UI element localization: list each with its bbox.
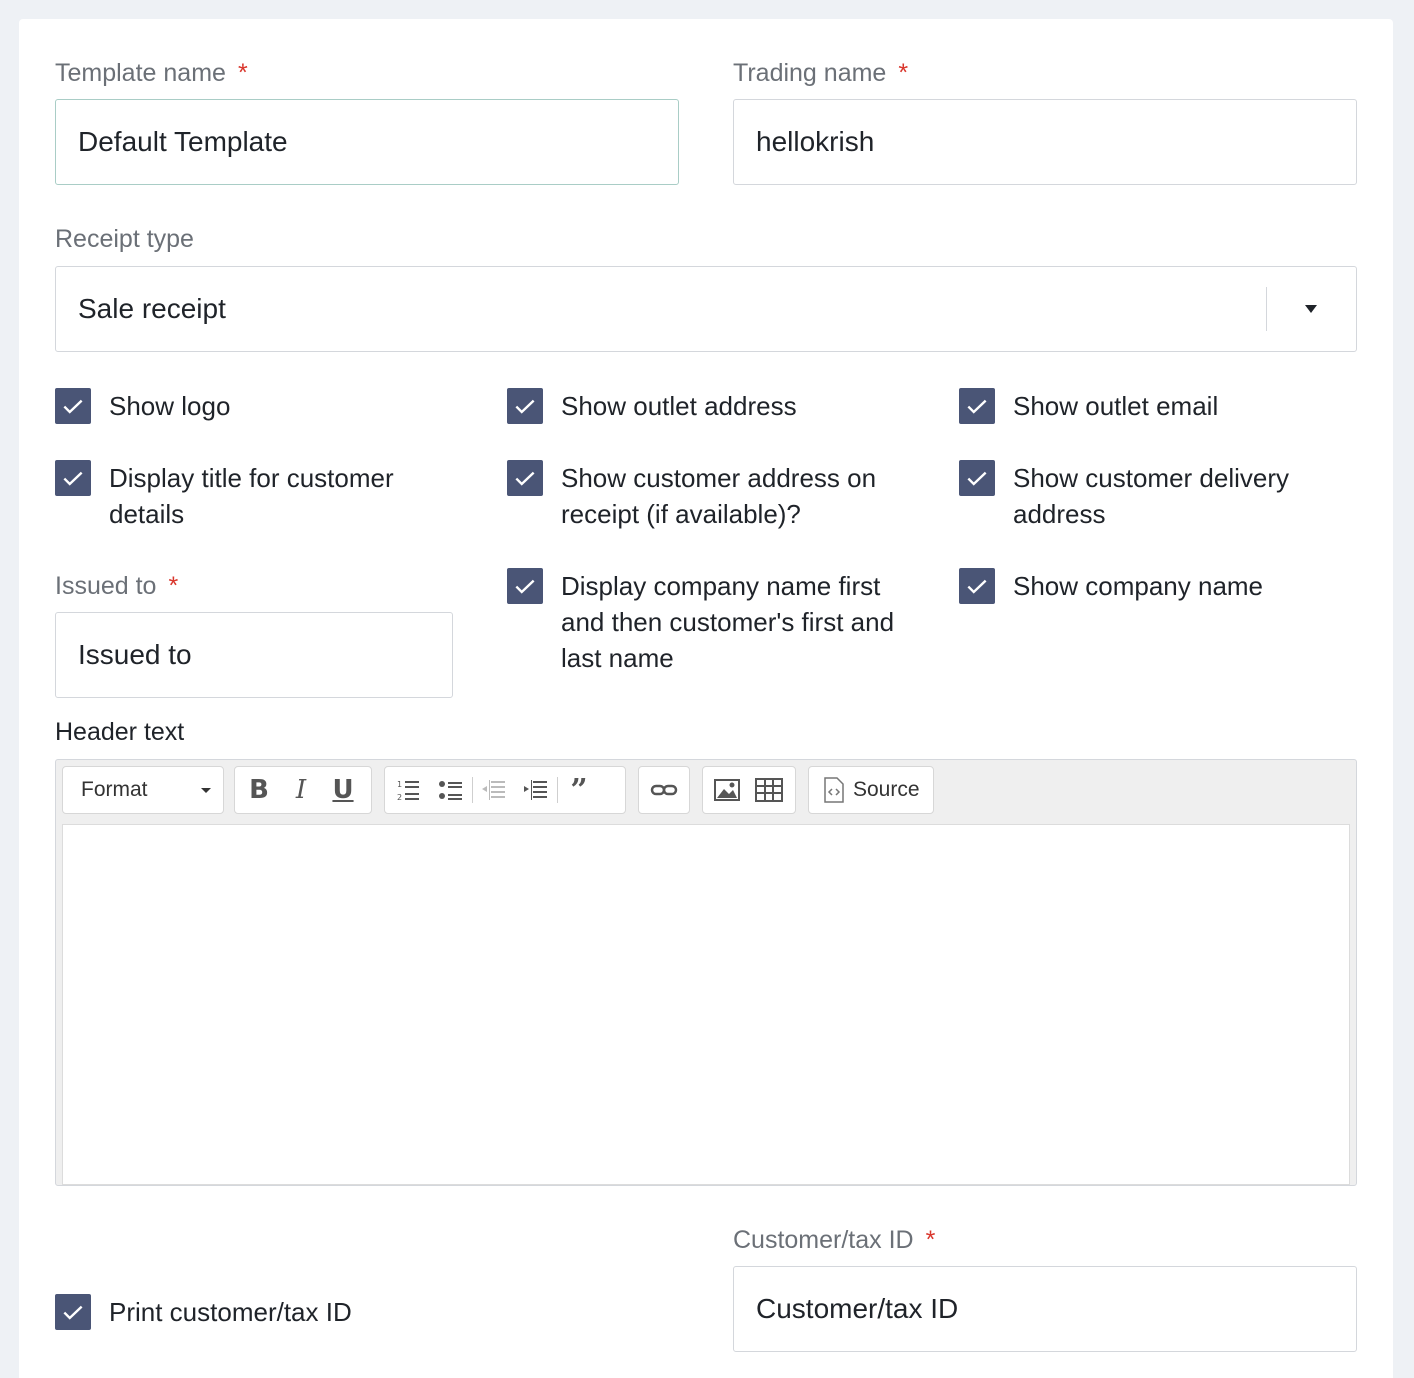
trading-name-input[interactable] xyxy=(733,99,1357,185)
issued-to-placeholder: Issued to xyxy=(78,639,192,670)
template-name-label: Template name * xyxy=(55,59,248,87)
receipt-type-label: Receipt type xyxy=(55,225,194,253)
paragraph-group xyxy=(384,766,626,814)
required-marker: * xyxy=(898,59,909,87)
checkbox-label: Show logo xyxy=(109,391,231,421)
italic-icon[interactable]: I xyxy=(295,775,307,805)
checkbox-show-logo[interactable] xyxy=(55,388,435,424)
checkbox-show-outlet-address[interactable] xyxy=(507,388,897,424)
bulleted-list-icon[interactable] xyxy=(430,767,472,813)
customer-tax-id-input[interactable] xyxy=(733,1266,1357,1352)
required-marker: * xyxy=(925,1226,936,1254)
link-group xyxy=(638,766,690,814)
source-button[interactable] xyxy=(808,766,934,814)
insert-group xyxy=(702,766,796,814)
checkbox-show-customer-address[interactable] xyxy=(507,460,907,532)
header-text-editor xyxy=(55,759,1357,1186)
select-divider xyxy=(1266,287,1267,331)
required-marker: * xyxy=(237,59,248,87)
trading-name-label: Trading name * xyxy=(733,59,909,87)
form-card xyxy=(19,19,1393,1378)
checkbox-show-company-name[interactable] xyxy=(959,568,1359,604)
outdent-icon[interactable] xyxy=(473,767,515,813)
format-label: Format xyxy=(81,778,148,801)
checkbox-checked-icon[interactable] xyxy=(55,388,91,424)
checkbox-label: Show customer address on receipt (if available)? xyxy=(561,463,877,529)
trading-name-value: hellokrish xyxy=(756,126,875,157)
checkbox-checked-icon[interactable] xyxy=(55,1294,91,1330)
checkbox-checked-icon[interactable] xyxy=(959,388,995,424)
receipt-type-dropdown-toggle[interactable] xyxy=(1266,267,1356,351)
checkbox-label: Display title for customer details xyxy=(109,463,394,529)
blockquote-icon[interactable]: ” xyxy=(570,772,588,808)
checkbox-label: Display company name first and then customer's first and last name xyxy=(561,571,895,673)
checkbox-checked-icon[interactable] xyxy=(507,460,543,496)
chevron-down-icon xyxy=(1305,305,1317,313)
header-text-editing-area[interactable] xyxy=(62,824,1350,1185)
checkbox-label: Show customer delivery address xyxy=(1013,463,1289,529)
customer-tax-id-label: Customer/tax ID * xyxy=(733,1226,936,1254)
source-label: Source xyxy=(853,778,920,801)
svg-text:2: 2 xyxy=(397,793,403,802)
checkbox-label: Show outlet email xyxy=(1013,391,1219,421)
text-style-group xyxy=(234,766,372,814)
issued-to-input[interactable] xyxy=(55,612,453,698)
checkbox-checked-icon[interactable] xyxy=(507,388,543,424)
customer-tax-id-placeholder: Customer/tax ID xyxy=(756,1293,959,1324)
underline-icon[interactable]: U xyxy=(332,775,354,805)
svg-text:1: 1 xyxy=(397,780,403,789)
bold-icon[interactable]: B xyxy=(249,775,269,805)
checkbox-display-title-customer-details[interactable] xyxy=(55,460,435,532)
checkbox-label: Show outlet address xyxy=(561,391,797,421)
checkbox-checked-icon[interactable] xyxy=(959,460,995,496)
checkbox-checked-icon[interactable] xyxy=(507,568,543,604)
numbered-list-icon[interactable] xyxy=(388,767,430,813)
checkbox-label: Show company name xyxy=(1013,571,1264,601)
receipt-type-value: Sale receipt xyxy=(78,293,226,324)
required-marker: * xyxy=(168,572,179,600)
checkbox-show-outlet-email[interactable] xyxy=(959,388,1349,424)
checkbox-checked-icon[interactable] xyxy=(55,460,91,496)
checkbox-show-customer-delivery-address[interactable] xyxy=(959,460,1359,532)
indent-icon[interactable] xyxy=(515,767,557,813)
checkbox-company-name-first[interactable] xyxy=(507,568,907,676)
template-name-value: Default Template xyxy=(78,126,288,157)
image-icon[interactable] xyxy=(706,767,748,813)
checkbox-print-customer-tax-id[interactable] xyxy=(55,1294,555,1330)
table-icon[interactable] xyxy=(748,767,790,813)
chevron-down-icon xyxy=(201,788,211,793)
link-icon[interactable] xyxy=(643,767,685,813)
template-name-input[interactable] xyxy=(55,99,679,185)
header-text-label: Header text xyxy=(55,718,185,746)
source-document-icon xyxy=(823,777,845,803)
issued-to-label: Issued to * xyxy=(55,572,179,600)
format-dropdown[interactable] xyxy=(62,766,224,814)
checkbox-label: Print customer/tax ID xyxy=(109,1297,352,1327)
checkbox-checked-icon[interactable] xyxy=(959,568,995,604)
receipt-type-select[interactable] xyxy=(55,266,1357,352)
